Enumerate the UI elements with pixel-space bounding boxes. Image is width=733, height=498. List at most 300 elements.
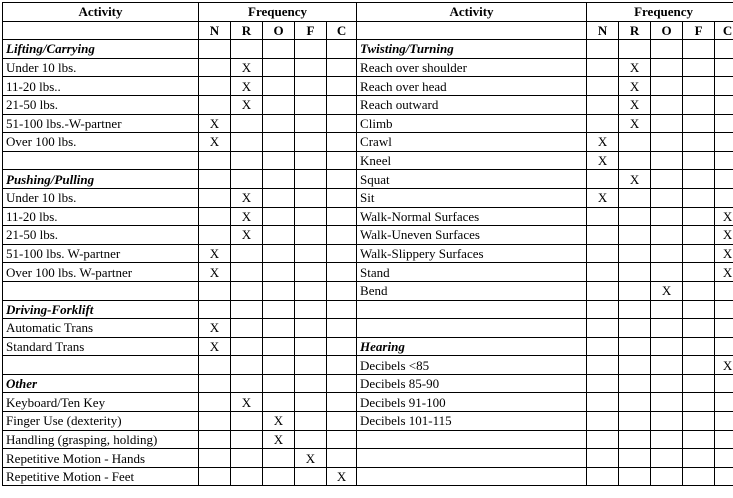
- frequency-cell-r: [231, 244, 263, 263]
- frequency-cell-n: [199, 356, 231, 375]
- frequency-cell-n: [199, 226, 231, 245]
- activity-label: Stand: [357, 263, 587, 282]
- frequency-cell-r: [231, 337, 263, 356]
- frequency-cell-o: [651, 133, 683, 152]
- frequency-cell-f: [295, 95, 327, 114]
- activity-label: Squat: [357, 170, 587, 189]
- frequency-cell-o: [263, 77, 295, 96]
- col-n-left: N: [199, 21, 231, 40]
- frequency-cell-c: [327, 449, 357, 468]
- frequency-cell-c: [327, 281, 357, 300]
- frequency-cell-f: [295, 430, 327, 449]
- frequency-cell-o: [263, 95, 295, 114]
- activity-frequency-table: [2, 2, 733, 486]
- frequency-cell-o: [651, 188, 683, 207]
- frequency-cell-r: [619, 281, 651, 300]
- frequency-cell-r: [619, 300, 651, 319]
- frequency-cell-n: [587, 170, 619, 189]
- frequency-cell-n: [587, 300, 619, 319]
- table-row: [3, 58, 733, 77]
- frequency-cell-o: [651, 95, 683, 114]
- frequency-cell-f: [295, 188, 327, 207]
- frequency-cell-r: [231, 170, 263, 189]
- table-row: [3, 300, 733, 319]
- frequency-cell-r: [231, 263, 263, 282]
- frequency-cell-f: [295, 412, 327, 431]
- frequency-cell-n: [587, 207, 619, 226]
- frequency-cell-c: [327, 77, 357, 96]
- activity-label: 51-100 lbs.-W-partner: [3, 114, 199, 133]
- frequency-cell-o: [263, 244, 295, 263]
- frequency-cell-o: [263, 449, 295, 468]
- frequency-cell-o: [651, 170, 683, 189]
- frequency-mark-r: X: [619, 95, 651, 114]
- activity-label: Reach outward: [357, 95, 587, 114]
- activity-header-right: Activity: [357, 3, 587, 22]
- frequency-cell-o: [651, 393, 683, 412]
- frequency-cell-n: [587, 226, 619, 245]
- frequency-cell-c: [715, 188, 733, 207]
- activity-label: Keyboard/Ten Key: [3, 393, 199, 412]
- frequency-mark-r: X: [231, 393, 263, 412]
- frequency-cell-o: [263, 374, 295, 393]
- frequency-cell-f: [683, 226, 715, 245]
- activity-label: Kneel: [357, 151, 587, 170]
- table-row: [3, 281, 733, 300]
- frequency-cell-o: [651, 412, 683, 431]
- activity-label: Repetitive Motion - Hands: [3, 449, 199, 468]
- frequency-mark-r: X: [619, 77, 651, 96]
- frequency-cell-c: [327, 58, 357, 77]
- col-f-left: F: [295, 21, 327, 40]
- activity-label: Reach over shoulder: [357, 58, 587, 77]
- table-row: [3, 356, 733, 375]
- col-f-right: F: [683, 21, 715, 40]
- frequency-header-right: Frequency: [587, 3, 733, 22]
- frequency-cell-f: [683, 151, 715, 170]
- frequency-cell-n: [199, 95, 231, 114]
- frequency-cell-c: [715, 374, 733, 393]
- frequency-cell-c: [327, 151, 357, 170]
- frequency-cell-f: [683, 337, 715, 356]
- frequency-mark-r: X: [231, 207, 263, 226]
- frequency-cell-f: [295, 374, 327, 393]
- frequency-cell-o: [651, 319, 683, 338]
- frequency-mark-r: X: [619, 114, 651, 133]
- frequency-cell-f: [683, 319, 715, 338]
- frequency-cell-c: [715, 58, 733, 77]
- frequency-cell-o: [263, 188, 295, 207]
- frequency-cell-n: [587, 356, 619, 375]
- frequency-cell-n: [587, 263, 619, 282]
- activity-label: Over 100 lbs. W-partner: [3, 263, 199, 282]
- col-c-left: C: [327, 21, 357, 40]
- frequency-mark-n: X: [199, 319, 231, 338]
- frequency-cell-r: [619, 467, 651, 486]
- frequency-cell-r: [619, 188, 651, 207]
- frequency-cell-f: [683, 393, 715, 412]
- frequency-mark-n: X: [587, 151, 619, 170]
- frequency-cell-r: [231, 374, 263, 393]
- frequency-cell-f: [295, 58, 327, 77]
- frequency-cell-f: [295, 114, 327, 133]
- frequency-cell-n: [587, 77, 619, 96]
- frequency-cell-f: [683, 449, 715, 468]
- activity-label: Automatic Trans: [3, 319, 199, 338]
- frequency-cell-c: [327, 337, 357, 356]
- frequency-cell-f: [683, 300, 715, 319]
- section-heading: Twisting/Turning: [357, 40, 587, 59]
- table-row: [3, 226, 733, 245]
- frequency-cell-o: [651, 449, 683, 468]
- frequency-cell-c: [715, 95, 733, 114]
- table-row: [3, 393, 733, 412]
- frequency-cell-r: [231, 300, 263, 319]
- frequency-cell-n: [587, 337, 619, 356]
- table-row: [3, 319, 733, 338]
- frequency-cell-f: [683, 281, 715, 300]
- col-r-left: R: [231, 21, 263, 40]
- frequency-cell-o: [263, 337, 295, 356]
- frequency-cell-c: [715, 40, 733, 59]
- frequency-cell-o: [651, 337, 683, 356]
- col-c-right: C: [715, 21, 733, 40]
- table-row: [3, 263, 733, 282]
- frequency-mark-c: X: [327, 467, 357, 486]
- section-heading: Driving-Forklift: [3, 300, 199, 319]
- frequency-mark-n: X: [199, 114, 231, 133]
- frequency-cell-r: [231, 114, 263, 133]
- table-row: [3, 77, 733, 96]
- frequency-cell-c: [327, 40, 357, 59]
- frequency-cell-c: [715, 114, 733, 133]
- frequency-cell-r: [619, 319, 651, 338]
- frequency-cell-f: [683, 77, 715, 96]
- frequency-cell-n: [199, 170, 231, 189]
- frequency-cell-f: [295, 356, 327, 375]
- col-o-right: O: [651, 21, 683, 40]
- frequency-cell-n: [587, 430, 619, 449]
- frequency-mark-n: X: [199, 133, 231, 152]
- table-row: [3, 412, 733, 431]
- frequency-cell-f: [683, 263, 715, 282]
- frequency-cell-r: [619, 374, 651, 393]
- table-row: [3, 40, 733, 59]
- frequency-cell-c: [327, 188, 357, 207]
- frequency-cell-f: [683, 412, 715, 431]
- frequency-cell-r: [619, 40, 651, 59]
- frequency-cell-n: [199, 151, 231, 170]
- frequency-cell-n: [587, 374, 619, 393]
- frequency-mark-r: X: [619, 58, 651, 77]
- frequency-cell-o: [651, 58, 683, 77]
- activity-label: 21-50 lbs.: [3, 226, 199, 245]
- subheader-blank-right: [357, 21, 587, 40]
- activity-label: [3, 356, 199, 375]
- activity-label: [357, 467, 587, 486]
- frequency-cell-f: [683, 40, 715, 59]
- activity-label: Over 100 lbs.: [3, 133, 199, 152]
- frequency-cell-n: [199, 40, 231, 59]
- frequency-cell-r: [231, 133, 263, 152]
- frequency-mark-c: X: [715, 226, 733, 245]
- frequency-cell-f: [295, 319, 327, 338]
- frequency-cell-f: [683, 133, 715, 152]
- activity-label: 21-50 lbs.: [3, 95, 199, 114]
- activity-label: Bend: [357, 281, 587, 300]
- section-heading: Hearing: [357, 337, 587, 356]
- frequency-cell-n: [587, 319, 619, 338]
- frequency-cell-f: [683, 188, 715, 207]
- frequency-cell-c: [327, 170, 357, 189]
- frequency-cell-n: [199, 188, 231, 207]
- activity-label: Walk-Slippery Surfaces: [357, 244, 587, 263]
- frequency-cell-f: [295, 226, 327, 245]
- activity-label: Repetitive Motion - Feet: [3, 467, 199, 486]
- frequency-cell-f: [683, 58, 715, 77]
- frequency-cell-o: [263, 114, 295, 133]
- frequency-cell-c: [715, 430, 733, 449]
- frequency-cell-r: [231, 319, 263, 338]
- frequency-cell-o: [651, 467, 683, 486]
- frequency-cell-o: [651, 207, 683, 226]
- frequency-cell-n: [199, 207, 231, 226]
- frequency-mark-c: X: [715, 263, 733, 282]
- frequency-cell-o: [263, 281, 295, 300]
- header-row: [3, 3, 733, 22]
- section-heading: Pushing/Pulling: [3, 170, 199, 189]
- subheader-blank-left: [3, 21, 199, 40]
- frequency-cell-r: [231, 412, 263, 431]
- frequency-cell-c: [327, 207, 357, 226]
- table-row: [3, 188, 733, 207]
- frequency-cell-n: [199, 412, 231, 431]
- frequency-cell-f: [683, 430, 715, 449]
- frequency-cell-n: [199, 300, 231, 319]
- frequency-cell-n: [199, 467, 231, 486]
- frequency-cell-o: [651, 244, 683, 263]
- activity-label: Decibels 101-115: [357, 412, 587, 431]
- frequency-cell-c: [715, 319, 733, 338]
- frequency-cell-n: [587, 114, 619, 133]
- frequency-cell-c: [327, 226, 357, 245]
- frequency-cell-n: [199, 374, 231, 393]
- frequency-cell-c: [327, 300, 357, 319]
- frequency-cell-r: [231, 430, 263, 449]
- frequency-cell-r: [619, 133, 651, 152]
- activity-label: [3, 151, 199, 170]
- table-row: [3, 430, 733, 449]
- frequency-cell-c: [327, 133, 357, 152]
- frequency-cell-f: [683, 207, 715, 226]
- table-row: [3, 467, 733, 486]
- frequency-cell-n: [199, 77, 231, 96]
- frequency-cell-o: [263, 207, 295, 226]
- table-row: [3, 95, 733, 114]
- frequency-cell-f: [295, 244, 327, 263]
- table-row: [3, 337, 733, 356]
- frequency-cell-f: [683, 170, 715, 189]
- activity-label: 11-20 lbs.: [3, 207, 199, 226]
- frequency-cell-o: [651, 151, 683, 170]
- frequency-cell-f: [683, 95, 715, 114]
- frequency-mark-r: X: [231, 58, 263, 77]
- activity-label: Sit: [357, 188, 587, 207]
- frequency-cell-n: [587, 449, 619, 468]
- frequency-cell-r: [619, 393, 651, 412]
- activity-label: Walk-Normal Surfaces: [357, 207, 587, 226]
- frequency-cell-f: [295, 40, 327, 59]
- frequency-cell-r: [619, 244, 651, 263]
- frequency-cell-c: [327, 374, 357, 393]
- activity-label: Walk-Uneven Surfaces: [357, 226, 587, 245]
- frequency-cell-r: [619, 263, 651, 282]
- table-row: [3, 133, 733, 152]
- frequency-cell-o: [651, 263, 683, 282]
- frequency-cell-c: [327, 412, 357, 431]
- frequency-mark-r: X: [231, 226, 263, 245]
- frequency-mark-n: X: [199, 337, 231, 356]
- frequency-mark-n: X: [199, 263, 231, 282]
- frequency-cell-r: [619, 430, 651, 449]
- frequency-cell-f: [295, 263, 327, 282]
- activity-label: 11-20 lbs..: [3, 77, 199, 96]
- col-o-left: O: [263, 21, 295, 40]
- frequency-cell-f: [683, 374, 715, 393]
- table-row: [3, 244, 733, 263]
- frequency-cell-r: [619, 412, 651, 431]
- frequency-cell-c: [327, 263, 357, 282]
- frequency-mark-r: X: [231, 188, 263, 207]
- frequency-mark-r: X: [231, 77, 263, 96]
- activity-label: Decibels 85-90: [357, 374, 587, 393]
- frequency-cell-r: [231, 40, 263, 59]
- frequency-cell-o: [263, 263, 295, 282]
- frequency-cell-r: [619, 449, 651, 468]
- frequency-mark-c: X: [715, 207, 733, 226]
- frequency-cell-o: [263, 151, 295, 170]
- frequency-cell-n: [587, 95, 619, 114]
- frequency-cell-n: [199, 58, 231, 77]
- frequency-cell-o: [651, 114, 683, 133]
- frequency-mark-c: X: [715, 244, 733, 263]
- frequency-cell-c: [327, 430, 357, 449]
- frequency-cell-o: [651, 300, 683, 319]
- col-n-right: N: [587, 21, 619, 40]
- frequency-cell-n: [199, 393, 231, 412]
- frequency-mark-n: X: [199, 244, 231, 263]
- frequency-cell-r: [619, 337, 651, 356]
- frequency-cell-o: [263, 319, 295, 338]
- frequency-cell-f: [683, 467, 715, 486]
- frequency-cell-c: [715, 393, 733, 412]
- frequency-cell-c: [715, 133, 733, 152]
- activity-label: [357, 300, 587, 319]
- activity-label: 51-100 lbs. W-partner: [3, 244, 199, 263]
- frequency-cell-f: [295, 393, 327, 412]
- frequency-cell-c: [715, 170, 733, 189]
- activity-label: [357, 319, 587, 338]
- frequency-header-left: Frequency: [199, 3, 357, 22]
- frequency-cell-c: [327, 356, 357, 375]
- table-row: [3, 374, 733, 393]
- frequency-cell-o: [651, 226, 683, 245]
- table-row: [3, 170, 733, 189]
- frequency-cell-n: [199, 430, 231, 449]
- frequency-cell-f: [683, 356, 715, 375]
- frequency-mark-r: X: [231, 95, 263, 114]
- frequency-cell-o: [651, 77, 683, 96]
- frequency-mark-o: X: [263, 430, 295, 449]
- activity-label: Under 10 lbs.: [3, 58, 199, 77]
- frequency-cell-n: [587, 40, 619, 59]
- frequency-mark-o: X: [263, 412, 295, 431]
- activity-label: Crawl: [357, 133, 587, 152]
- activity-label: Decibels <85: [357, 356, 587, 375]
- frequency-cell-n: [199, 281, 231, 300]
- activity-label: Finger Use (dexterity): [3, 412, 199, 431]
- frequency-cell-r: [231, 356, 263, 375]
- frequency-cell-o: [263, 58, 295, 77]
- frequency-cell-f: [295, 151, 327, 170]
- frequency-cell-c: [327, 319, 357, 338]
- frequency-cell-n: [587, 281, 619, 300]
- frequency-mark-n: X: [587, 133, 619, 152]
- table-row: [3, 449, 733, 468]
- frequency-cell-c: [715, 300, 733, 319]
- frequency-cell-o: [263, 393, 295, 412]
- section-heading: Other: [3, 374, 199, 393]
- frequency-cell-c: [715, 77, 733, 96]
- activity-label: Handling (grasping, holding): [3, 430, 199, 449]
- frequency-cell-f: [295, 467, 327, 486]
- activity-label: Reach over head: [357, 77, 587, 96]
- frequency-cell-o: [263, 170, 295, 189]
- frequency-cell-n: [199, 449, 231, 468]
- table-row: [3, 114, 733, 133]
- frequency-cell-n: [587, 393, 619, 412]
- frequency-mark-o: X: [651, 281, 683, 300]
- activity-label: Decibels 91-100: [357, 393, 587, 412]
- frequency-cell-r: [231, 449, 263, 468]
- frequency-cell-o: [263, 133, 295, 152]
- table-body: [3, 40, 733, 486]
- activity-label: [357, 430, 587, 449]
- frequency-cell-o: [651, 430, 683, 449]
- col-r-right: R: [619, 21, 651, 40]
- frequency-cell-f: [295, 300, 327, 319]
- activity-label: [3, 281, 199, 300]
- frequency-cell-r: [619, 356, 651, 375]
- activity-label: Climb: [357, 114, 587, 133]
- frequency-cell-o: [263, 467, 295, 486]
- frequency-cell-c: [327, 244, 357, 263]
- frequency-cell-n: [587, 412, 619, 431]
- frequency-cell-f: [295, 207, 327, 226]
- frequency-cell-c: [715, 151, 733, 170]
- frequency-cell-o: [263, 356, 295, 375]
- frequency-cell-c: [327, 114, 357, 133]
- frequency-subheader-row: [3, 21, 733, 40]
- frequency-cell-c: [327, 393, 357, 412]
- frequency-cell-o: [263, 226, 295, 245]
- frequency-cell-c: [715, 467, 733, 486]
- activity-label: Under 10 lbs.: [3, 188, 199, 207]
- frequency-cell-o: [651, 40, 683, 59]
- frequency-cell-o: [651, 374, 683, 393]
- frequency-cell-r: [619, 226, 651, 245]
- frequency-cell-n: [587, 244, 619, 263]
